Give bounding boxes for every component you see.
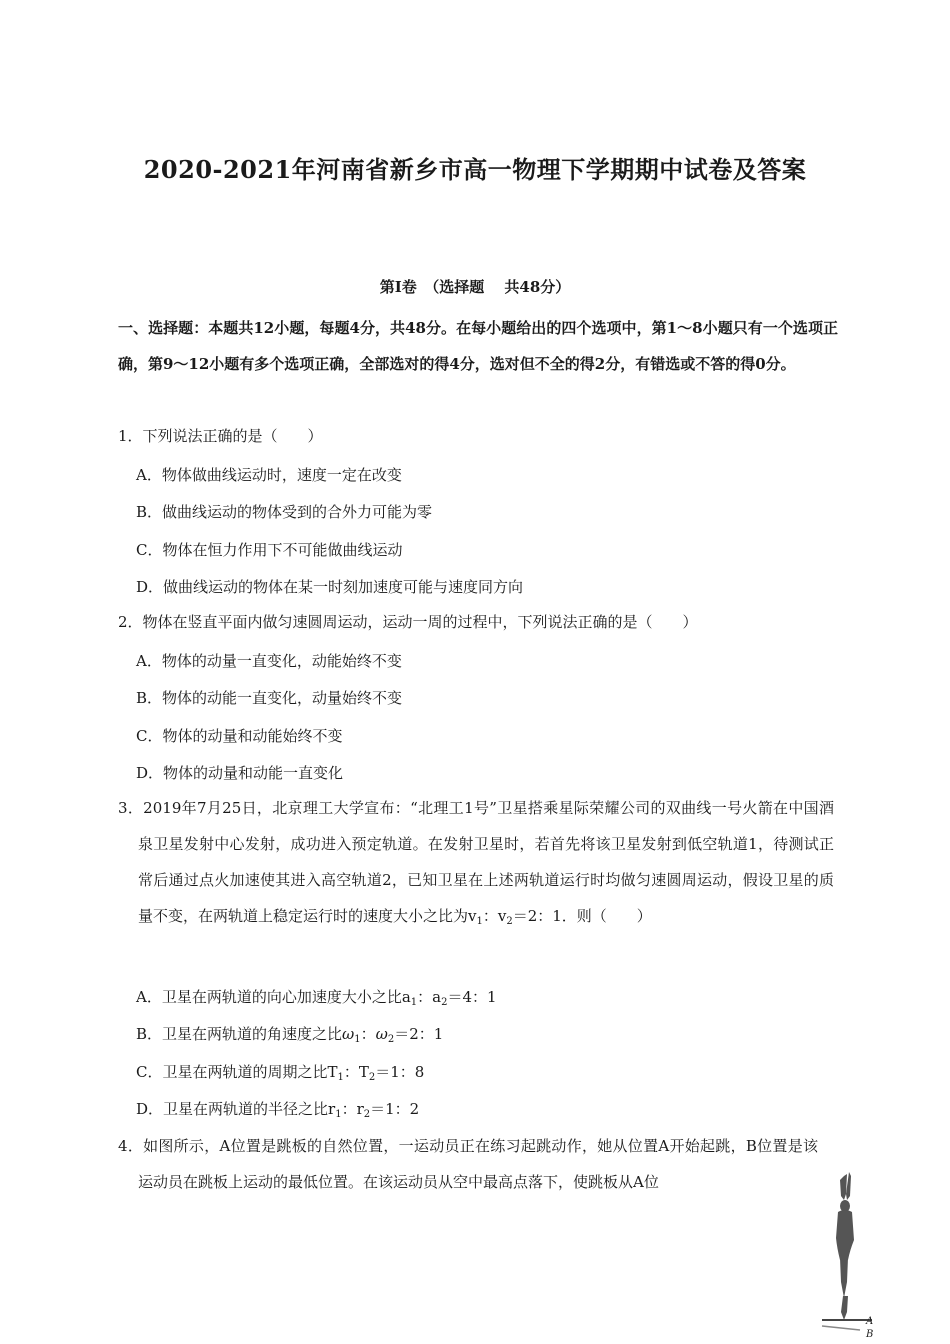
option-3a: A．卫星在两轨道的向心加速度大小之比$a_1$：$a_2=4$：1	[136, 988, 497, 1008]
instructions: 一、选择题：本题共12小题，每题4分，共48分。在每小题给出的四个选项中，第1～8小题只有一个选项正确，第9～12小题有多个选项正确，全部选对的得4分，选对但不全的得2分，有错选或不答的得0分。	[118, 319, 838, 373]
springboard-b	[822, 1326, 860, 1330]
option-3c: C．卫星在两轨道的周期之比$T_1$：$T_2=1$：8	[136, 1063, 425, 1083]
option-1b: B．做曲线运动的物体受到的合外力可能为零	[136, 503, 433, 521]
option-2d: D．物体的动量和动能一直变化	[136, 764, 344, 782]
question-stem: 2．物体在竖直平面内做匀速圆周运动，运动一周的过程中，下列说法正确的是（ ）	[118, 613, 698, 631]
question-stem: 3．2019年7月25日，北京理工大学宣布：“北理工1号”卫星搭乘星际荣耀公司的双曲线一号火箭在中国酒泉卫星发射中心发射，成功进入预定轨道。在发射卫星时，若首先将该卫星发射到低空轨道1，待测试正常后通过点火加速使其进入高空轨道2，已知卫星在上述两轨道运行时均做匀速圆周运动，假设卫星的质量不变，在两轨道上稳定运行时的速度大小之比为$v_1$：$v_2=2$：1．则（ ）	[118, 799, 834, 927]
question-stem: 4．如图所示，A位置是跳板的自然位置，一运动员正在练习起跳动作，她从位置A开始起跳，B位置是该运动员在跳板上运动的最低位置。在该运动员从空中最高点落下，使跳板从A位	[118, 1137, 818, 1191]
option-3d: D．卫星在两轨道的半径之比$r_1$：$r_2=1$：2	[136, 1100, 420, 1120]
option-1a: A．物体做曲线运动时，速度一定在改变	[136, 466, 402, 484]
diver-springboard-figure	[800, 1170, 890, 1340]
option-1c: C．物体在恒力作用下不可能做曲线运动	[136, 541, 403, 559]
question-1	[118, 418, 834, 454]
option-3b: B．卫星在两轨道的角速度之比$\omega_1$：$\omega_2=2$：1	[136, 1025, 444, 1045]
section-header: 第Ⅰ卷 （选择题 共48分）	[379, 278, 571, 296]
option-2a: A．物体的动量一直变化，动能始终不变	[136, 652, 402, 670]
option-2b: B．物体的动能一直变化，动量始终不变	[136, 689, 403, 707]
diver-silhouette	[836, 1172, 854, 1320]
option-1d: D．做曲线运动的物体在某一时刻加速度可能与速度同方向	[136, 578, 524, 596]
label-b: B	[866, 1329, 874, 1340]
document-title: 2020-2021年河南省新乡市高一物理下学期期中试卷及答案	[143, 155, 807, 184]
option-2c: C．物体的动量和动能始终不变	[136, 727, 343, 745]
question-3	[118, 790, 834, 940]
question-2	[118, 604, 834, 640]
question-stem: 1．下列说法正确的是（ ）	[118, 427, 323, 445]
label-a: A	[866, 1316, 874, 1327]
question-4	[118, 1128, 818, 1200]
